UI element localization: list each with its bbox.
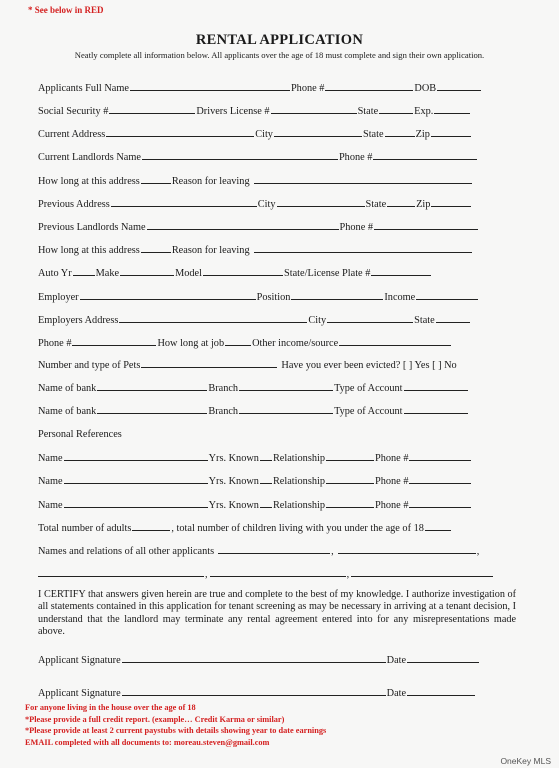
- label-relationship: Relationship: [272, 453, 325, 464]
- red-note-line: For anyone living in the house over the age of 18: [25, 703, 196, 712]
- comma-separator: ,: [205, 569, 208, 580]
- field-other-applicant-2[interactable]: [338, 544, 476, 554]
- field-make[interactable]: [120, 266, 174, 276]
- comma-separator: ,: [476, 546, 480, 557]
- label-phone: Phone #: [290, 83, 325, 94]
- field-yrs-known[interactable]: [260, 498, 272, 508]
- row-employer: [38, 290, 504, 304]
- label-reason-leaving: Reason for leaving: [171, 245, 250, 256]
- label-branch: Branch: [208, 406, 239, 417]
- field-yrs-known[interactable]: [260, 474, 272, 484]
- row-auto: [38, 266, 504, 280]
- field-relationship[interactable]: [326, 474, 374, 484]
- field-previous-landlord[interactable]: [147, 220, 339, 230]
- label-employers-address: Employers Address: [38, 315, 119, 326]
- label-make: Make: [95, 268, 120, 279]
- red-instructions: [25, 702, 326, 749]
- field-applicant-signature[interactable]: [122, 653, 386, 663]
- field-relationship[interactable]: [326, 498, 374, 508]
- field-bank-name[interactable]: [97, 381, 207, 391]
- field-reason-leaving[interactable]: [254, 174, 472, 184]
- field-license-plate[interactable]: [371, 266, 431, 276]
- row-applicant-name: [38, 81, 504, 95]
- comma-separator: ,: [346, 569, 350, 580]
- field-employer-phone[interactable]: [72, 336, 156, 346]
- label-full-name: Applicants Full Name: [38, 83, 129, 94]
- field-exp[interactable]: [434, 104, 470, 114]
- field-other-income[interactable]: [339, 336, 451, 346]
- red-note-line: *Please provide at least 2 current paystubs with details showing year to date earnings: [25, 726, 327, 736]
- field-other-applicant-3[interactable]: [38, 567, 204, 577]
- row-previous-address: [38, 197, 504, 211]
- field-state[interactable]: [385, 127, 415, 137]
- field-city[interactable]: [327, 313, 413, 323]
- label-yrs-known: Yrs. Known: [208, 476, 259, 487]
- label-total-adults: Total number of adults: [38, 523, 132, 534]
- label-exp: Exp.: [414, 106, 434, 117]
- label-city: City: [255, 129, 273, 140]
- label-drivers-license: Drivers License #: [196, 106, 270, 117]
- label-date: Date: [386, 655, 407, 666]
- label-phone: Phone #: [338, 152, 373, 163]
- field-drivers-license[interactable]: [271, 104, 357, 114]
- certification-paragraph: I CERTIFY that answers given herein are true and complete to the best of my knowledge. I authorize investigation of all statements contained in this application for tenant screening as may be necessary in arriving at a tenant decision, I understand that the landlord may terminate any rental agreement entered into for any misrepresentations made above.: [38, 589, 516, 637]
- label-zip: Zip: [415, 129, 430, 140]
- field-ref-phone[interactable]: [409, 451, 471, 461]
- label-account-type: Type of Account: [334, 406, 403, 417]
- field-model[interactable]: [203, 266, 283, 276]
- label-date: Date: [386, 688, 407, 699]
- field-relationship[interactable]: [326, 451, 374, 461]
- label-previous-landlord: Previous Landlords Name: [38, 222, 146, 233]
- field-applicant-signature[interactable]: [122, 686, 386, 696]
- field-previous-address[interactable]: [111, 197, 257, 207]
- field-zip[interactable]: [431, 127, 471, 137]
- label-ref-phone: Phone #: [375, 453, 409, 464]
- field-how-long[interactable]: [141, 243, 171, 253]
- label-bank-name: Name of bank: [38, 406, 97, 417]
- field-account-type[interactable]: [404, 404, 468, 414]
- label-zip: Zip: [416, 199, 431, 210]
- field-ref-name[interactable]: [64, 451, 208, 461]
- label-employer: Employer: [38, 292, 79, 303]
- label-bank-name: Name of bank: [38, 383, 97, 394]
- field-auto-yr[interactable]: [73, 266, 95, 276]
- field-other-applicant-5[interactable]: [351, 567, 493, 577]
- label-phone: Phone #: [339, 222, 373, 233]
- field-city[interactable]: [277, 197, 365, 207]
- field-how-long[interactable]: [141, 174, 171, 184]
- label-current-address: Current Address: [38, 129, 106, 140]
- field-income[interactable]: [416, 290, 478, 300]
- field-ref-phone[interactable]: [409, 474, 471, 484]
- field-current-landlord[interactable]: [142, 150, 338, 160]
- field-state[interactable]: [387, 197, 415, 207]
- field-how-long-job[interactable]: [225, 336, 251, 346]
- label-total-children: , total number of children living with you under the age of 18: [171, 523, 424, 534]
- label-current-landlord: Current Landlords Name: [38, 152, 141, 163]
- row-pets-eviction: [38, 358, 504, 372]
- field-position[interactable]: [291, 290, 383, 300]
- label-ref-name: Name: [38, 453, 63, 464]
- field-full-name[interactable]: [130, 81, 290, 91]
- label-branch: Branch: [208, 383, 239, 394]
- label-ref-name: Name: [38, 476, 63, 487]
- label-ref-phone: Phone #: [375, 476, 409, 487]
- comma-separator: ,: [331, 546, 334, 557]
- row-how-long-previous: [38, 243, 504, 257]
- label-license-plate: State/License Plate #: [284, 268, 371, 279]
- field-bank-name[interactable]: [97, 404, 207, 414]
- label-ref-phone: Phone #: [375, 500, 409, 511]
- label-previous-address: Previous Address: [38, 199, 110, 210]
- form-title: RENTAL APPLICATION: [195, 32, 364, 48]
- label-relationship: Relationship: [272, 476, 325, 487]
- field-ref-name[interactable]: [64, 474, 208, 484]
- label-how-long-job: How long at job: [157, 338, 225, 349]
- field-phone[interactable]: [325, 81, 413, 91]
- label-account-type: Type of Account: [334, 383, 403, 394]
- row-reference-3: [38, 498, 504, 512]
- field-total-children[interactable]: [425, 521, 451, 531]
- field-date[interactable]: [407, 653, 479, 663]
- row-household-count: [38, 521, 504, 535]
- label-other-applicants: Names and relations of all other applicants: [38, 546, 215, 557]
- field-branch[interactable]: [239, 381, 333, 391]
- field-other-applicant-4[interactable]: [210, 567, 346, 577]
- row-employers-address: [38, 313, 504, 327]
- label-state: State: [362, 129, 384, 140]
- field-employer[interactable]: [80, 290, 256, 300]
- label-city: City: [308, 315, 327, 326]
- label-applicant-signature: Applicant Signature: [38, 655, 121, 666]
- field-ref-name[interactable]: [64, 498, 208, 508]
- label-state: State: [414, 315, 435, 326]
- field-date[interactable]: [407, 686, 475, 696]
- field-account-type[interactable]: [404, 381, 468, 391]
- field-dob[interactable]: [437, 81, 481, 91]
- row-current-address: [38, 127, 504, 141]
- field-yrs-known[interactable]: [260, 451, 272, 461]
- label-position: Position: [256, 292, 291, 303]
- row-social-security: [38, 104, 504, 118]
- label-state: State: [357, 106, 379, 117]
- label-ssn: Social Security #: [38, 106, 109, 117]
- row-reference-2: [38, 474, 504, 488]
- row-previous-landlord: [38, 220, 504, 234]
- row-personal-references: [38, 428, 504, 441]
- label-phone: Phone #: [38, 338, 72, 349]
- field-current-address[interactable]: [106, 127, 254, 137]
- field-reason-leaving[interactable]: [254, 243, 472, 253]
- label-dob: DOB: [414, 83, 437, 94]
- row-other-applicants: [38, 544, 504, 558]
- label-yrs-known: Yrs. Known: [208, 500, 259, 511]
- row-employer-phone: [38, 336, 504, 350]
- field-zip[interactable]: [431, 197, 471, 207]
- label-income: Income: [384, 292, 416, 303]
- row-bank-2: [38, 404, 504, 418]
- row-bank-1: [38, 381, 504, 395]
- personal-references-heading: Personal References: [38, 429, 122, 440]
- field-city[interactable]: [274, 127, 362, 137]
- label-evicted[interactable]: Have you ever been evicted? [ ] Yes [ ] No: [281, 360, 457, 371]
- see-below-note: * See below in RED: [28, 5, 104, 15]
- field-ref-phone[interactable]: [409, 498, 471, 508]
- field-ssn[interactable]: [109, 104, 195, 114]
- label-how-long: How long at this address: [38, 245, 140, 256]
- field-prev-landlord-phone[interactable]: [374, 220, 478, 230]
- label-reason-leaving: Reason for leaving: [171, 176, 250, 187]
- label-ref-name: Name: [38, 500, 63, 511]
- row-other-applicants-continued: [38, 567, 504, 581]
- field-state[interactable]: [436, 313, 470, 323]
- label-relationship: Relationship: [272, 500, 325, 511]
- label-model: Model: [175, 268, 202, 279]
- field-other-applicant-1[interactable]: [218, 544, 330, 554]
- row-signature-1: [38, 653, 504, 667]
- label-yrs-known: Yrs. Known: [208, 453, 259, 464]
- field-employers-address[interactable]: [119, 313, 307, 323]
- label-city: City: [257, 199, 276, 210]
- label-auto-yr: Auto Yr: [38, 268, 72, 279]
- label-state: State: [365, 199, 387, 210]
- field-total-adults[interactable]: [132, 521, 170, 531]
- field-pets[interactable]: [141, 358, 277, 368]
- label-pets: Number and type of Pets: [38, 360, 141, 371]
- label-applicant-signature: Applicant Signature: [38, 688, 121, 699]
- label-how-long: How long at this address: [38, 176, 140, 187]
- form-subtitle: Neatly complete all information below. All applicants over the age of 18 must complete and sign their own application.: [74, 50, 485, 60]
- field-state[interactable]: [379, 104, 413, 114]
- field-landlord-phone[interactable]: [373, 150, 477, 160]
- field-branch[interactable]: [239, 404, 333, 414]
- row-current-landlord: [38, 150, 504, 164]
- label-other-income: Other income/source: [252, 338, 339, 349]
- row-signature-2: [38, 686, 504, 700]
- red-note-line: *Please provide a full credit report. (example… Credit Karma or similar): [25, 714, 285, 724]
- row-how-long-current: [38, 174, 504, 188]
- red-note-line: EMAIL completed with all documents to: moreau.steven@gmail.com: [25, 738, 270, 748]
- row-reference-1: [38, 451, 504, 465]
- onekey-mls-watermark: OneKey MLS: [500, 756, 551, 766]
